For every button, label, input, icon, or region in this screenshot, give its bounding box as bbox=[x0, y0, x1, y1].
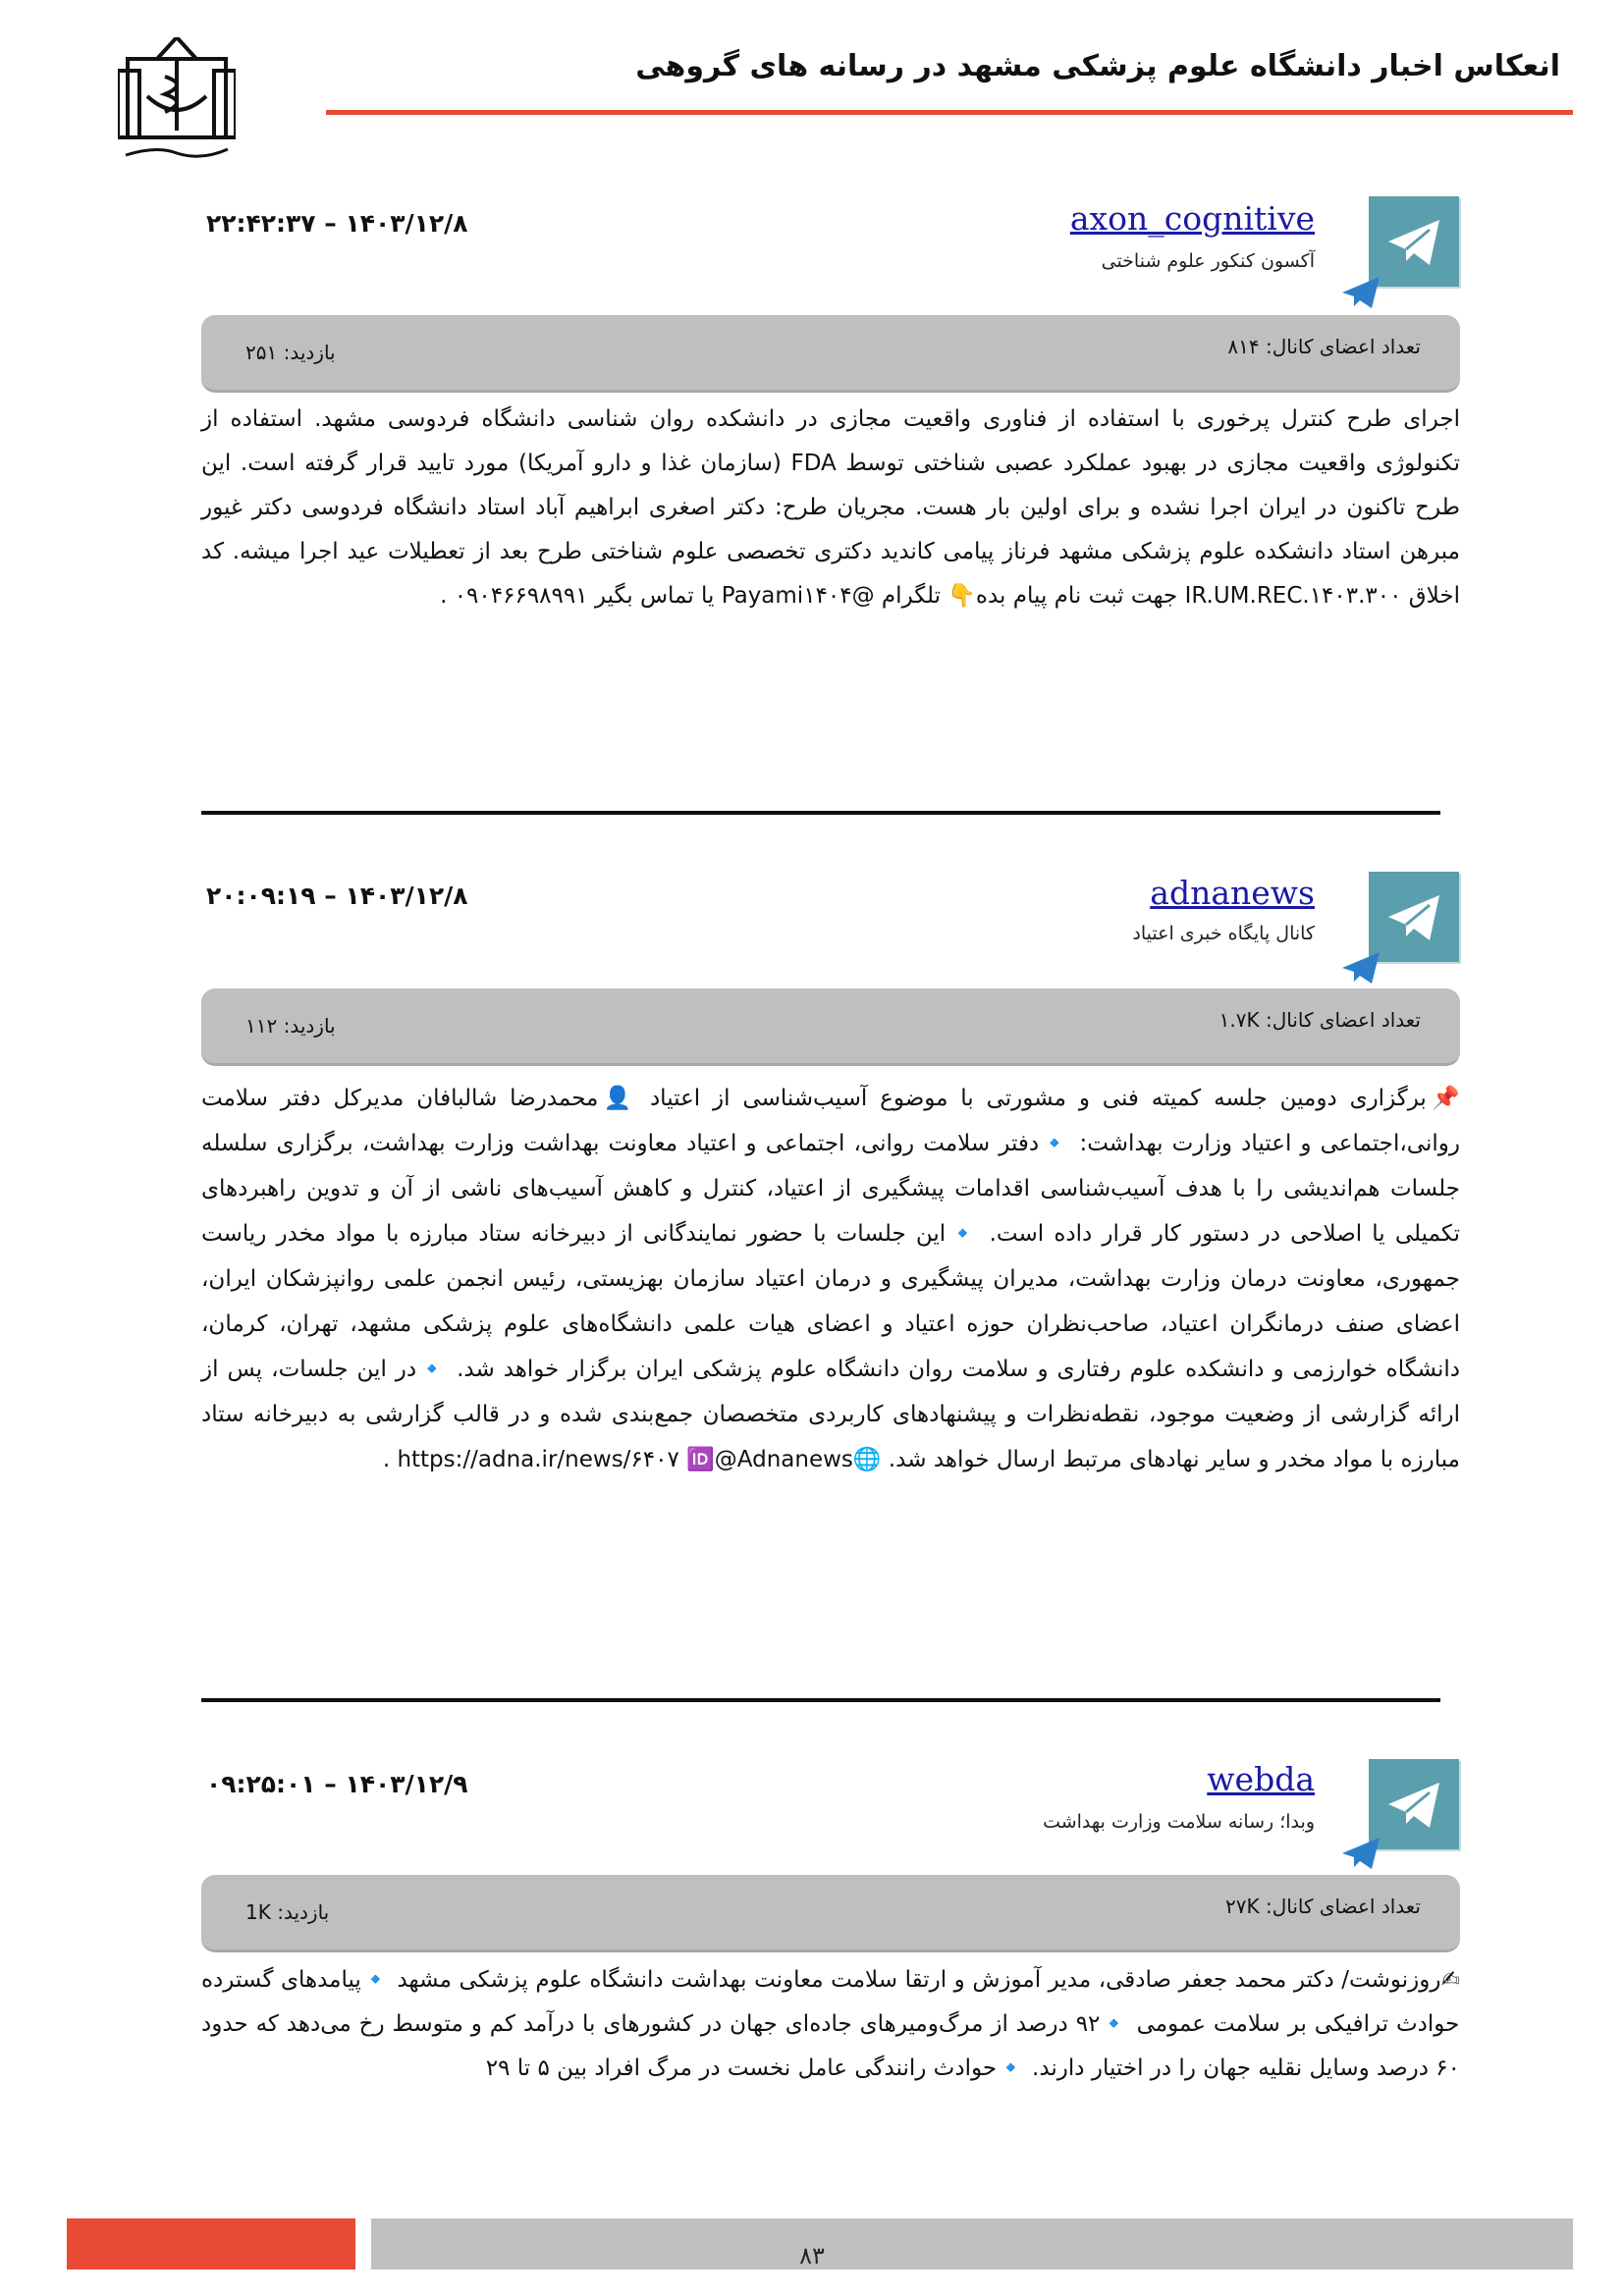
channel-description: وبدا؛ رسانه سلامت وزارت بهداشت bbox=[1043, 1811, 1315, 1833]
member-count: تعداد اعضای کانال: ۱.۷K bbox=[1218, 1008, 1421, 1032]
telegram-badge-icon bbox=[1340, 950, 1381, 986]
channel-name-link[interactable]: adnanews bbox=[1150, 874, 1315, 912]
telegram-icon bbox=[1369, 1759, 1459, 1849]
post-text: اجرای طرح کنترل پرخوری با استفاده از فناوری واقعیت مجازی در دانشکده روان شناسی دانشگاه فردوسی مشهد. استفاده از تکنولوژی واقعیت مجازی در بهبود عملکرد عصبی شناختی توسط FDA (سازمان غذا و دارو آمریکا) مورد تایید قرار گرفته است. این طرح تاکنون در ایران اجرا نشده و برای اولین بار هست. مجریان طرح: دکتر اصغری ابراهیم آباد استاد دانشگاه فردوسی دکتر غیور مبرهن استاد دانشکده علوم پزشکی مشهد فرناز پیامی کاندید دکتری تخصصی علوم شناختی طرح بعد از تعطیلات عید اجرا میشه. کد اخلاق IR.UM.REC.۱۴۰۳.۳۰۰ جهت ثبت نام پیام بده👇 تلگرام @Payami۱۴۰۴ یا تماس بگیر ۰۹۰۴۶۶۹۸۹۹۱ . bbox=[201, 406, 1460, 609]
view-count: بازدید: ۲۵۱ bbox=[245, 341, 336, 364]
telegram-badge-icon bbox=[1340, 1836, 1381, 1871]
channel-name-link[interactable]: axon_cognitive bbox=[1069, 199, 1315, 238]
view-count: بازدید: ۱۱۲ bbox=[245, 1014, 336, 1038]
header-divider bbox=[326, 110, 1573, 115]
telegram-badge-icon bbox=[1340, 275, 1381, 310]
member-count: تعداد اعضای کانال: ۲۷K bbox=[1225, 1895, 1421, 1918]
member-count: تعداد اعضای کانال: ۸۱۴ bbox=[1227, 335, 1421, 358]
channel-name-link[interactable]: webda bbox=[1207, 1760, 1315, 1798]
post-datetime: ۲۰:۰۹:۱۹ – ۱۴۰۳/۱۲/۸ bbox=[206, 881, 468, 910]
post-separator bbox=[201, 1698, 1440, 1702]
post-separator bbox=[201, 811, 1440, 815]
stats-bar bbox=[201, 1875, 1460, 1952]
post-body bbox=[201, 1076, 1460, 1482]
post-text: ✍روزنوشت/ دکتر محمد جعفر صادقی، مدیر آموزش و ارتقا سلامت معاونت بهداشت دانشگاه علوم پزشکی مشهد 🔹پیامدهای گسترده حوادث ترافیکی بر سلامت عمومی 🔹۹۲ درصد از مرگ‌ومیرهای جاده‌ای جهان در کشورهای با درآمد کم و متوسط رخ می‌دهد که حدود ۶۰ درصد وسایل نقلیه جهان را در اختیار دارند. 🔹حوادث رانندگی عامل نخست در مرگ افراد بین ۵ تا ۲۹ bbox=[201, 1967, 1460, 2081]
stats-bar bbox=[201, 988, 1460, 1066]
stats-bar bbox=[201, 315, 1460, 393]
post-body bbox=[201, 1958, 1460, 2091]
page-number: ۸۳ bbox=[799, 2242, 825, 2269]
post-body bbox=[201, 398, 1460, 618]
post-datetime: ۲۲:۴۲:۳۷ – ۱۴۰۳/۱۲/۸ bbox=[206, 209, 468, 238]
view-count: بازدید: 1K bbox=[245, 1900, 330, 1924]
header-title: انعکاس اخبار دانشگاه علوم پزشکی مشهد در رسانه های گروهی bbox=[635, 49, 1560, 83]
telegram-icon bbox=[1369, 872, 1459, 962]
post-datetime: ۰۹:۲۵:۰۱ – ۱۴۰۳/۱۲/۹ bbox=[206, 1770, 468, 1798]
page-header bbox=[0, 0, 1624, 137]
post-text: 📌برگزاری دومین جلسه کمیته فنی و مشورتی با موضوع آسیب‌شناسی از اعتیاد 👤محمدرضا شالبافان مدیرکل دفتر سلامت روانی،اجتماعی و اعتیاد وزارت بهداشت: 🔹دفتر سلامت روانی، اجتماعی و اعتیاد معاونت بهداشت وزارت بهداشت، برگزاری سلسله جلسات هم‌اندیشی را با هدف آسیب‌شناسی اقدامات پیشگیری از اعتیاد، کنترل و کاهش آسیب‌های ناشی از آن و تدوین راهبردهای تکمیلی یا اصلاحی در دستور کار قرار داده است. 🔹این جلسات با حضور نمایندگانی از دبیرخانه ستاد مبارزه با مواد مخدر ریاست جمهوری، معاونت درمان وزارت بهداشت، مدیران پیشگیری و درمان اعتیاد سازمان بهزیستی، رئیس انجمن علمی روانپزشکان ایران، اعضای صنف درمانگران اعتیاد، صاحب‌نظران حوزه اعتیاد و اعضای هیات علمی دانشگاه‌های علوم پزشکی مشهد، تهران، کرمان، دانشگاه خوارزمی و دانشکده علوم رفتاری و سلامت روان دانشگاه علوم پزشکی ایران برگزار خواهد شد. 🔹در این جلسات، پس از ارائه گزارشی از وضعیت موجود، نقطه‌نظرات و پیشنهادهای کاربردی متخصصان جمع‌بندی شده و در قالب گزارشی به دبیرخانه ستاد مبارزه با مواد مخدر و سایر نهادهای مرتبط ارسال خواهد شد. 🌐https://adna.ir/news/۶۴۰۷ 🆔@Adnanews . bbox=[201, 1086, 1460, 1472]
channel-description: کانال پایگاه خبری اعتیاد bbox=[1132, 923, 1315, 944]
channel-description: آکسون کنکور علوم شناختی bbox=[1101, 250, 1315, 272]
university-logo bbox=[118, 37, 236, 165]
telegram-icon bbox=[1369, 196, 1459, 287]
